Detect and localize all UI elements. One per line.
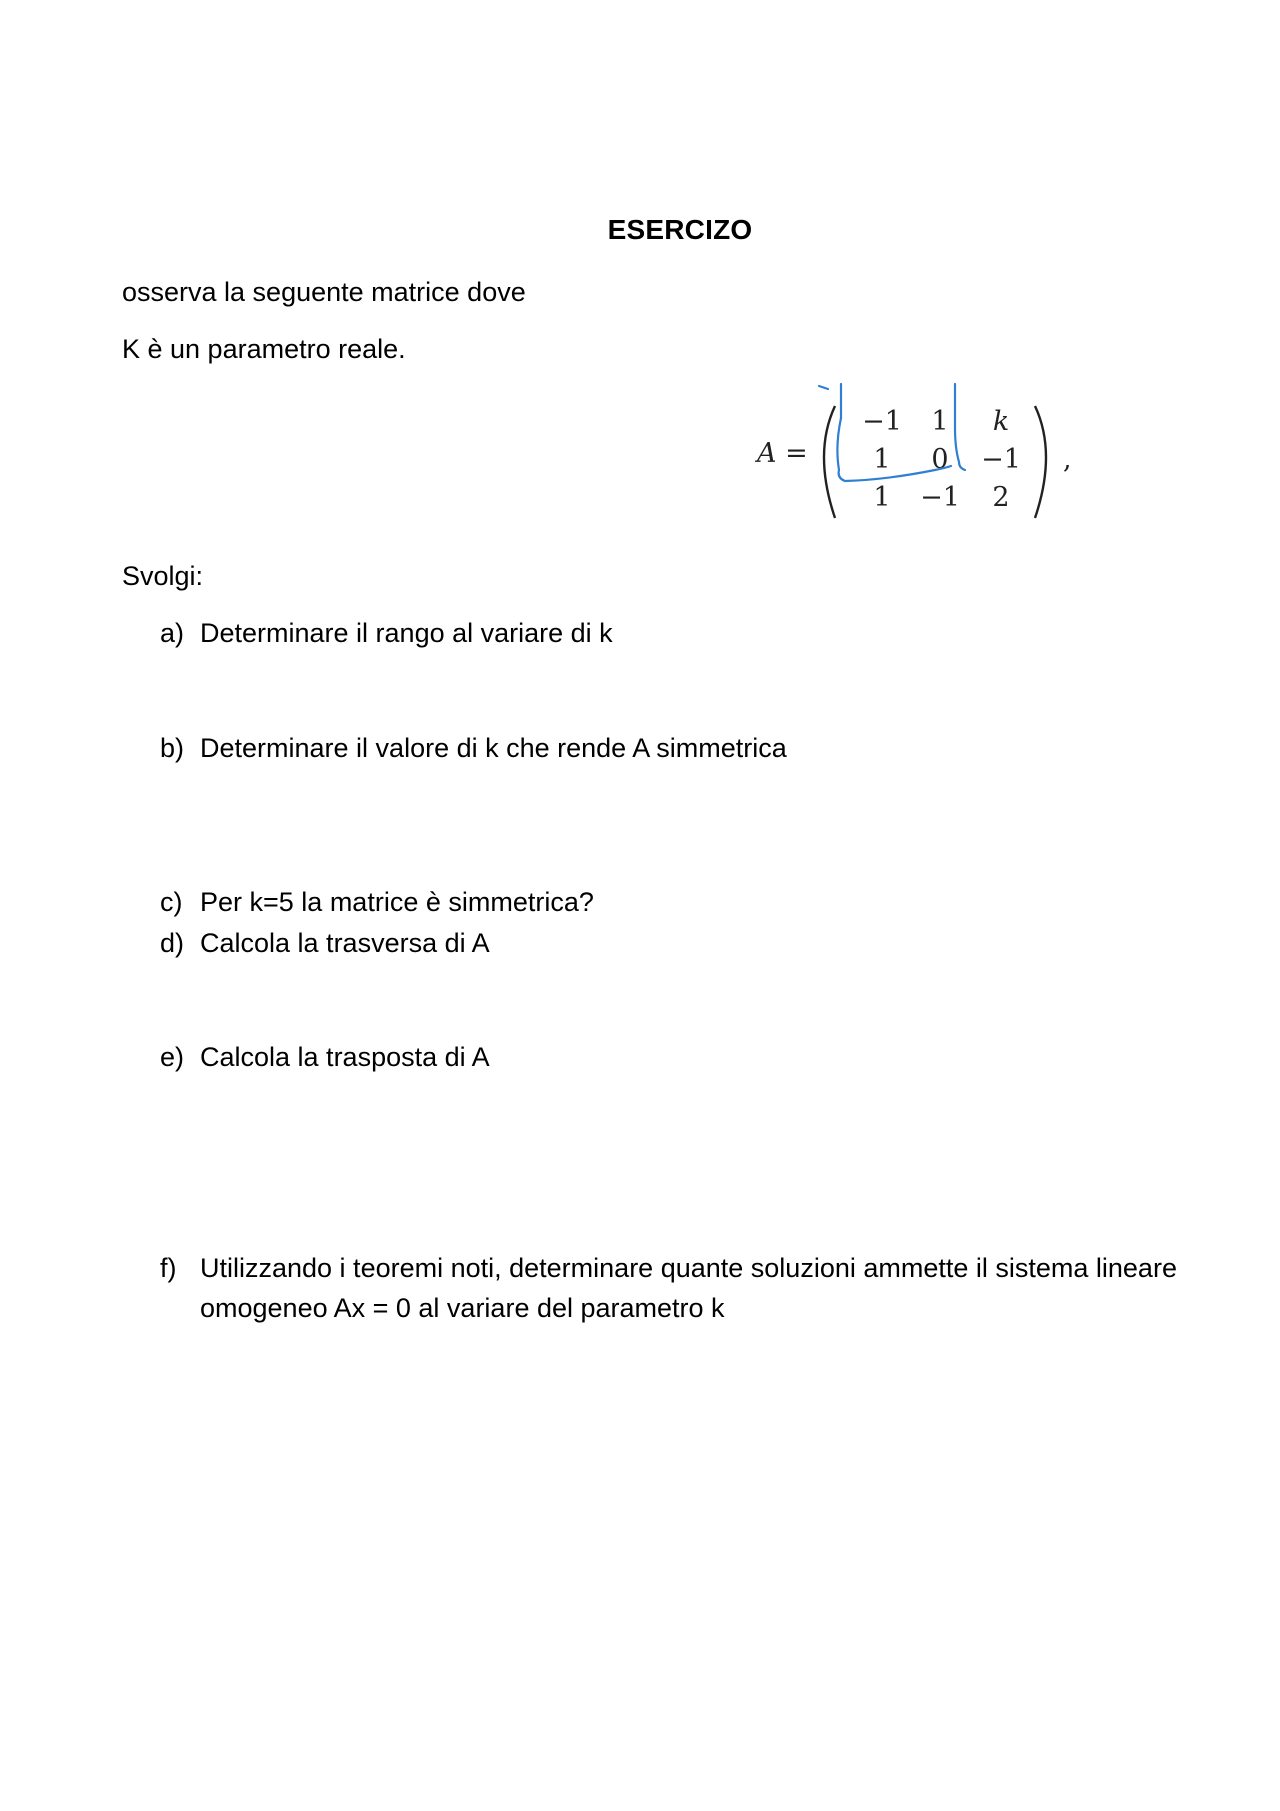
matrix-cell-r1c3: k: [992, 406, 1010, 437]
intro-line-1: osserva la seguente matrice dove: [122, 277, 526, 307]
task-d-text: Calcola la trasversa di A: [200, 928, 490, 958]
matrix-equation: [755, 378, 1095, 528]
task-b-marker: b): [160, 733, 185, 763]
task-e: [160, 1037, 490, 1077]
matrix-cell-r1c1: −1: [862, 406, 902, 437]
task-b: [160, 728, 787, 768]
matrix-cell-r3c1: 1: [873, 482, 891, 513]
svolgi-label: Svolgi:: [122, 561, 204, 591]
page-title: ESERCIZO: [607, 214, 753, 245]
matrix-cell-r1c2: 1: [931, 406, 949, 437]
task-c-text: Per k=5 la matrice è simmetrica?: [200, 887, 594, 917]
task-f: [160, 1248, 1180, 1328]
matrix-equals: =: [785, 438, 808, 469]
task-a: [160, 613, 613, 653]
task-e-text: Calcola la trasposta di A: [200, 1042, 490, 1072]
task-f-marker: f): [160, 1253, 177, 1283]
handwritten-annotation: [755, 378, 1095, 528]
matrix-cell-r3c3: 2: [992, 482, 1010, 513]
matrix-cell-r2c1: 1: [873, 444, 891, 475]
task-d: [160, 923, 490, 963]
matrix-trailing-comma: ,: [1063, 444, 1072, 475]
task-a-marker: a): [160, 618, 185, 648]
intro-line-2: K è un parametro reale.: [122, 334, 406, 364]
matrix-cell-r2c2: 0: [931, 444, 949, 475]
task-c: [160, 882, 594, 922]
task-f-text: Utilizzando i teoremi noti, determinare quante soluzioni ammette il sistema lineare omogeneo Ax = 0 al variare del parametro k: [200, 1253, 1177, 1323]
task-d-marker: d): [160, 928, 185, 958]
task-a-text: Determinare il rango al variare di k: [200, 618, 613, 648]
task-e-marker: e): [160, 1042, 185, 1072]
matrix-cell-r2c3: −1: [981, 444, 1021, 475]
task-c-marker: c): [160, 887, 183, 917]
task-b-text: Determinare il valore di k che rende A simmetrica: [200, 733, 787, 763]
matrix-symbol: A: [757, 438, 777, 469]
matrix-cell-r3c2: −1: [920, 482, 960, 513]
